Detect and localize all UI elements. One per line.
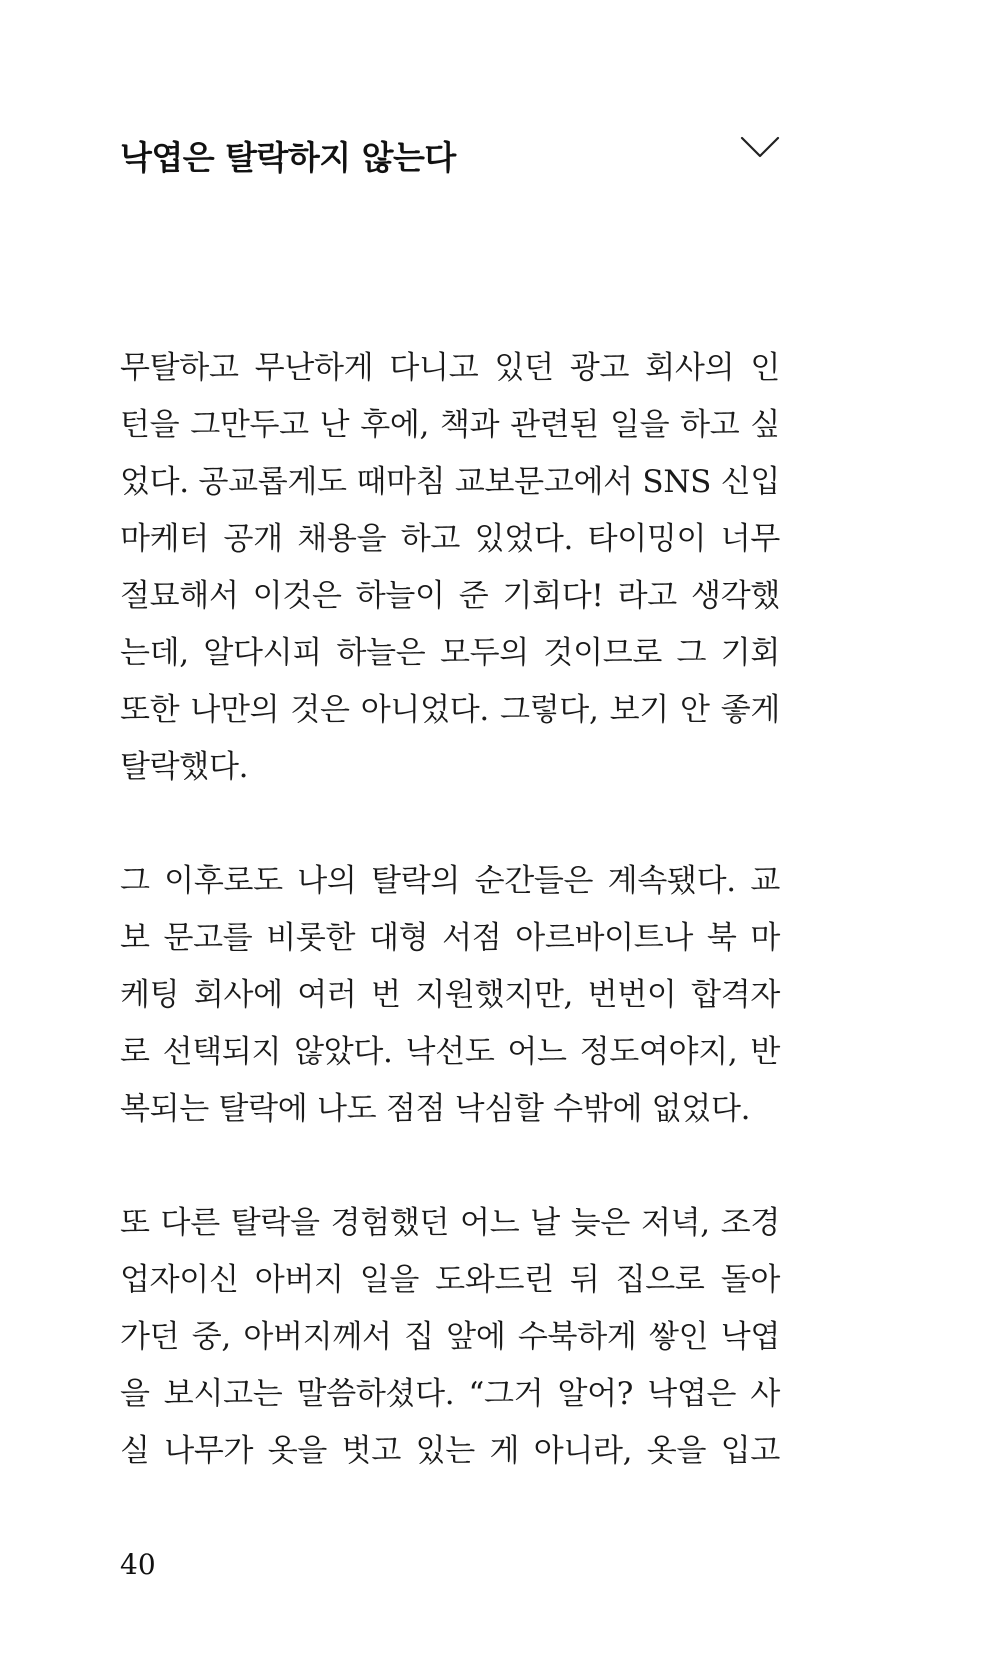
text-line: 또 다른 탈락을 경험했던 어느 날 늦은 저녁, 조경: [120, 1205, 780, 1241]
text-line: 마케터 공개 채용을 하고 있었다. 타이밍이 너무: [120, 521, 780, 557]
text-line: 을 보시고는 말씀하셨다. “그거 알어? 낙엽은 사: [120, 1376, 780, 1412]
paragraph: [120, 1195, 780, 1480]
chevron-down-icon[interactable]: [740, 134, 780, 160]
chapter-header: [120, 128, 780, 188]
text-line: 무탈하고 무난하게 다니고 있던 광고 회사의 인: [120, 350, 780, 386]
text-line: 로 선택되지 않았다. 낙선도 어느 정도여야지, 반: [120, 1034, 780, 1070]
text-line: 었다. 공교롭게도 때마침 교보문고에서 SNS 신입: [120, 464, 780, 500]
text-line: 또한 나만의 것은 아니었다. 그렇다, 보기 안 좋게: [120, 692, 780, 728]
text-line: 가던 중, 아버지께서 집 앞에 수북하게 쌓인 낙엽: [120, 1319, 780, 1355]
text-line: 탈락했다.: [120, 749, 249, 785]
text-line: 실 나무가 옷을 벗고 있는 게 아니라, 옷을 입고: [120, 1433, 780, 1469]
paragraph: [120, 853, 780, 1138]
text-line: 절묘해서 이것은 하늘이 준 기회다! 라고 생각했: [120, 578, 780, 614]
text-line: 턴을 그만두고 난 후에, 책과 관련된 일을 하고 싶: [120, 407, 780, 443]
body-text: [120, 340, 780, 1537]
text-line: 케팅 회사에 여러 번 지원했지만, 번번이 합격자: [120, 977, 780, 1013]
paragraph: [120, 340, 780, 796]
text-line: 보 문고를 비롯한 대형 서점 아르바이트나 북 마: [120, 920, 780, 956]
text-line: 복되는 탈락에 나도 점점 낙심할 수밖에 없었다.: [120, 1091, 751, 1127]
chapter-title: 낙엽은 탈락하지 않는다: [120, 138, 456, 177]
text-line: 그 이후로도 나의 탈락의 순간들은 계속됐다. 교: [120, 863, 780, 899]
page-number: 40: [120, 1548, 156, 1581]
text-line: 업자이신 아버지 일을 도와드린 뒤 집으로 돌아: [120, 1262, 780, 1298]
text-line: 는데, 알다시피 하늘은 모두의 것이므로 그 기회: [120, 635, 780, 671]
